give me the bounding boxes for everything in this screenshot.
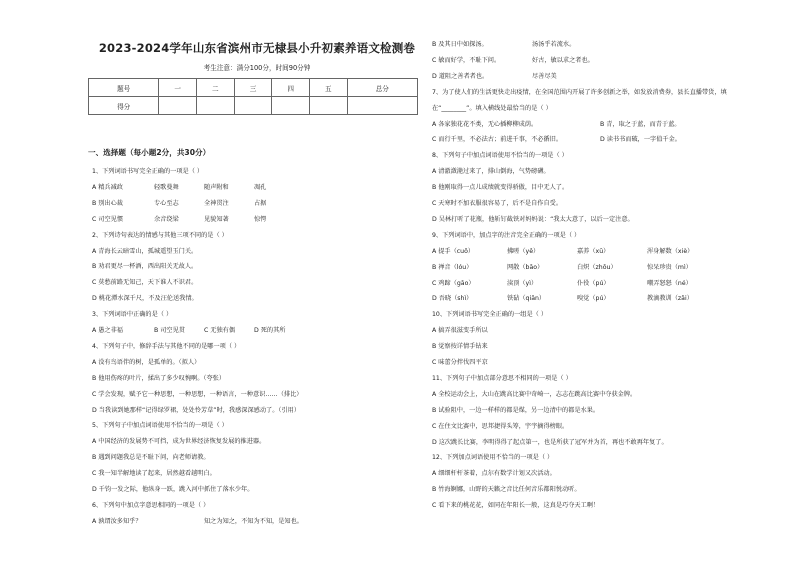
question-line: B 遇到问题我总是不耻下问，向老师请教。 — [92, 454, 210, 462]
question-line: C 味蕾分拌伐四平京 — [432, 359, 488, 366]
question-line: 7、为了使人们的生活更快走出疫情，在全国范围内开展了许多创新之举，如发放消费券，县长直播带货，填 — [432, 88, 727, 96]
question-line: 3、下列词语中正确的是（ ） — [92, 311, 173, 319]
question-line: A 清澈潋滟过来了，排山倒海，气势磅礴。 — [432, 168, 550, 176]
question-line: C 莫愁前路无知己，天下谁人不识君。 — [92, 279, 198, 287]
score-header-cell: 二 — [197, 79, 235, 97]
question-line: D 桃花潭水深千尺，不及汪伦送我情。 — [92, 295, 198, 303]
question-line: 2、下列诗句表达的情感与其他三项不同的是（ ） — [92, 231, 228, 239]
option-text: C 敏而好学，不耻下问。 — [432, 56, 501, 64]
question-line: B 劝君更尽一杯酒，西出阳关无故人。 — [92, 263, 198, 271]
option-text: 轻歌曼舞 — [154, 183, 179, 191]
option-row — [92, 327, 304, 335]
score-row-label: 得分 — [89, 97, 159, 115]
option-text: 凋孔 — [254, 183, 267, 191]
score-cell — [197, 97, 235, 115]
option-text: 知之为知之，不知为不知，是知也。 — [204, 517, 303, 525]
question-line: 5、下列句子中加点词语使用不恰当的一项是（ ） — [92, 422, 228, 430]
option-text: 汤汤乎若流水。 — [532, 41, 576, 48]
option-row — [432, 73, 732, 81]
score-header-cell: 总分 — [347, 79, 417, 97]
question-line: 在“________”。填入横线处最恰当的是（ ） — [432, 104, 552, 112]
score-cell — [234, 97, 272, 115]
option-text: A 提手（cuō） — [432, 247, 475, 255]
question-line: 1、下列词语书写完全正确的一项是（ ） — [92, 168, 204, 175]
score-header-cell: 四 — [272, 79, 310, 97]
question-line: C 在住文比赛中，思邦捷得头筹，宇宇摘得榜眼。 — [432, 422, 569, 430]
option-text: B 禅音（lóu） — [432, 263, 473, 271]
question-line: A 全校运动会上，大山在跳高比赛中奇崎一，志志在跳高比赛中夺获金牌。 — [432, 390, 637, 398]
exam-notice: 考生注意：满分100分，时间90分钟 — [203, 64, 311, 72]
option-text: 见貌知著 — [204, 215, 229, 223]
question-line: C 学会发现，赋予它一种思想，一种思想，一种语言，一种意识……（排比） — [92, 390, 303, 398]
option-text: A 各家独花花不类，无心插柳柳成荫。 — [432, 120, 538, 128]
score-header-cell: 题号 — [89, 79, 159, 97]
option-text: B 司空见贯 — [154, 327, 185, 334]
score-cell — [159, 97, 197, 115]
option-text: 惊呆珍贵（mì） — [647, 263, 692, 271]
question-line: C 天寒时不加衣服很容易了，后不是自作自受。 — [432, 200, 563, 207]
score-table-score-row — [89, 97, 418, 115]
option-text: 浑身解数（xiè） — [647, 247, 694, 255]
question-line: D 千钧一发之际，他纵身一跃，跳入河中抓住了落水少年。 — [92, 486, 254, 493]
option-row — [92, 184, 304, 192]
option-text: 白炽（zhōu） — [577, 263, 617, 271]
score-table-header-row — [89, 79, 418, 97]
question-line: 6、下列句中加点字意思相同的一项是（ ） — [92, 501, 210, 509]
option-row — [432, 248, 757, 256]
option-text: 余音绕梁 — [154, 215, 179, 223]
question-line: B 竹海婀娜，山野的天籁之音比任何音乐都阳悦动听。 — [432, 486, 581, 494]
score-header-cell: 一 — [159, 79, 197, 97]
question-line: A 细细杆杆茶着，点尔有数学计划又次活动。 — [432, 470, 556, 478]
option-text: B 别出心裁 — [92, 199, 123, 207]
question-line: B 他刚取得一点儿成绩就变得骄傲，目中无人了。 — [432, 184, 569, 192]
option-text: D 道阻之善者者也。 — [432, 72, 489, 80]
option-text: 好古，敏以求之者也。 — [532, 56, 594, 64]
question-line: A 中国经济的发展势不可挡，成为世界经济恢复发展的推进器。 — [92, 438, 266, 446]
option-text: 渎顶（yì） — [507, 279, 538, 287]
option-text: 嘲弄怒怒（né） — [647, 279, 692, 287]
option-text: 全神贯注 — [204, 199, 229, 207]
option-text: 铁砧（qiān） — [507, 295, 546, 303]
option-row — [432, 295, 757, 303]
option-row — [92, 518, 404, 526]
question-line: B 他用伤疼的叶片，揉出了多少叹惋啊。（夸张） — [92, 374, 226, 382]
question-line: D 吴林打听了花瓶，他斩钉截铁对妈妈说：“我太大意了，以后一定注意。 — [432, 215, 634, 223]
score-cell — [347, 97, 417, 115]
question-line: 12、下列加点词语使用不恰当的一项是（ ） — [432, 454, 554, 462]
option-row — [432, 280, 757, 288]
option-text: C 鸡蹄（gāo） — [432, 279, 475, 287]
score-cell — [272, 97, 310, 115]
option-text: D 读书书而破，一字值千金。 — [600, 136, 681, 144]
option-text: C 而行千里，不必法古；前进千事，不必循旧。 — [432, 136, 563, 144]
option-text: B 青，取之于蓝，而青于蓝。 — [600, 120, 681, 128]
score-header-cell: 三 — [234, 79, 272, 97]
option-text: D 吾晓（shì） — [432, 295, 473, 303]
question-line: 10、下列词语书写完全正确的一组是（ ） — [432, 311, 548, 319]
option-text: C 司空见惯 — [92, 215, 124, 223]
option-text: B 及其日中如探汤。 — [432, 41, 488, 48]
option-row — [92, 200, 304, 208]
option-row — [432, 264, 757, 272]
section-heading: 一、选择题（每小题2分，共30分） — [88, 148, 211, 157]
option-text: A 孰谓汝多知乎？ — [92, 517, 142, 525]
option-text: A 精兵减政 — [92, 183, 123, 191]
option-text: D 死的其所 — [254, 327, 286, 334]
question-line: C 看下来的桃花花，如同在年阳长一般，这真是巧夺天工啊！ — [432, 502, 600, 510]
question-line: C 我一知半解地读了起来，居然越看越明白。 — [92, 470, 216, 478]
question-line: 11、下列句子中加点部分意思不相同的一项是（ ） — [432, 374, 572, 382]
option-text: 仆役（pú） — [577, 279, 610, 287]
option-row — [92, 216, 304, 224]
option-text: A 愚之非福 — [92, 327, 123, 334]
question-line: A 搞弄很滋变手所以 — [432, 327, 488, 335]
score-table — [88, 78, 418, 115]
question-line: B 试验阻中，一边一样样的都是煤，另一边清中的都是水果。 — [432, 406, 600, 414]
option-row — [432, 41, 732, 49]
question-line: 8、下列句子中加点词语使用不恰当的一项是（ ） — [432, 152, 568, 160]
option-row — [432, 57, 732, 65]
option-text: 嗅觉（pú） — [577, 295, 610, 303]
option-text: 教滴教训（zāi） — [647, 295, 693, 303]
question-line: B 觉察按详情手钻来 — [432, 343, 488, 351]
question-line: D 这次跳长比赛，李明得得了起点第一，也是所获了冠军并为首，再也不敢再年复了。 — [432, 438, 668, 446]
option-text: 惊愕 — [254, 215, 267, 223]
option-text: 拂嗟（yě） — [507, 247, 540, 255]
option-text: C 无独有偶 — [204, 327, 236, 334]
option-text: 占据 — [254, 199, 267, 207]
question-line: D 当我读到她那样“记得绿罗裙，处处怜芳草”时，我感深深感动了。（引用） — [92, 406, 301, 414]
option-text: 嘉养（xū） — [577, 247, 610, 255]
option-text: 网散（bāo） — [507, 263, 544, 271]
option-text: 随声附和 — [204, 183, 229, 191]
option-text: 尽善尽美 — [532, 72, 557, 80]
score-header-cell: 五 — [309, 79, 347, 97]
option-row — [432, 136, 794, 144]
question-line: A 没有鸟语伴的树，是孤单的。（拟人） — [92, 358, 201, 366]
question-line: 4、下列句子中，修辞手法与其他不同的是哪一项（ ） — [92, 342, 241, 350]
score-cell — [309, 97, 347, 115]
option-row — [432, 121, 794, 129]
option-text: 专心至志 — [154, 199, 179, 207]
document-title: 2023-2024学年山东省滨州市无棣县小升初素养语文检测卷 — [98, 41, 416, 55]
question-line: A 青海长云暗雪山，孤城遥望玉门关。 — [92, 247, 198, 255]
question-line: 9、下列词语中，加点字的注音完全正确的一项是（ ） — [432, 231, 581, 239]
